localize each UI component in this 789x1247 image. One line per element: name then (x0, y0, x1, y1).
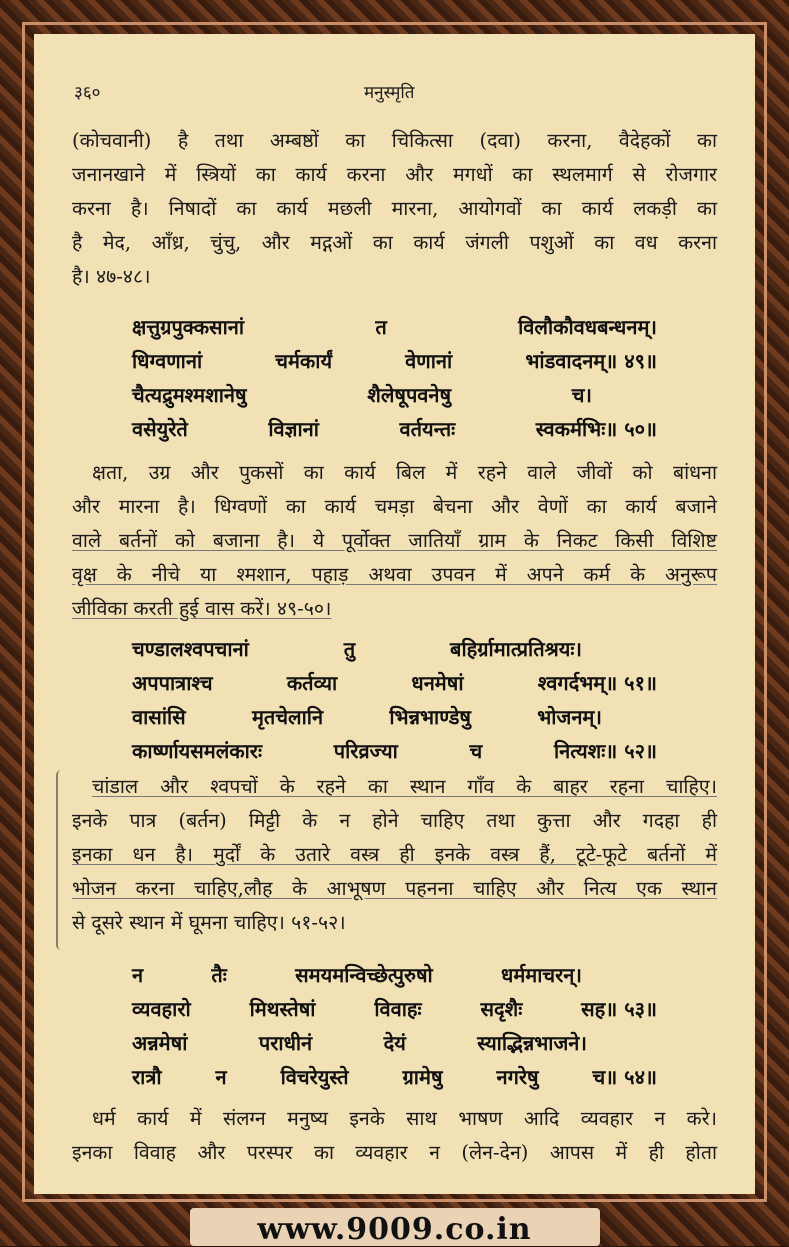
text-line: से दूसरे स्थान में घूमना चाहिए। ५१-५२। (72, 911, 346, 934)
verse-word: विलौकौवधबन्धनम्। (518, 315, 657, 339)
verse-word: नगरेषु (496, 1065, 539, 1089)
text-line: इनका धन है। मुर्दों के उतारे वस्त्र ही इनके वस्त्र हैं, टूटे-फूटे बर्तनों में (72, 843, 717, 866)
handwritten-bracket (56, 770, 66, 950)
verse-word: बहिर्ग्रामात्प्रतिश्रयः। (450, 637, 582, 661)
verse-word: अपपात्राश्च (132, 671, 213, 695)
text-line: और मारना है। धिग्वणों का कार्य चमड़ा बेचना और वेणों का कार्य बजाने (72, 495, 717, 518)
verse-word: स्वकर्मभिः॥ ५०॥ (535, 417, 657, 441)
verse-word: व्यवहारो (132, 997, 191, 1021)
verse-word: त (375, 315, 387, 339)
verse-block-2 (132, 632, 657, 768)
book-title: मनुस्मृति (364, 83, 415, 103)
text-line: करना है। निषादों का कार्य मछली मारना, आयोगवों का कार्य लकड़ी का (72, 197, 717, 220)
verse-word: न (132, 963, 144, 987)
text-line: है। ४७-४८। (72, 265, 151, 288)
verse-word: ग्रामेषु (402, 1065, 443, 1089)
verse-word: सह॥ ५३॥ (581, 997, 657, 1021)
verse-line (132, 412, 657, 446)
verse-line (132, 1060, 657, 1094)
verse-word: शैलेषूपवनेषु (367, 383, 452, 407)
verse-word: चर्मकार्यं (275, 349, 333, 373)
verse-word: तु (343, 637, 356, 661)
verse-word: स्याद्भिन्नभाजने। (477, 1031, 587, 1055)
verse-line (132, 992, 657, 1026)
verse-word: च॥ ५४॥ (592, 1065, 657, 1089)
text-line: है मेद, आँध्र, चुंचु, और मद्गओं का कार्य जंगली पशुओं का वध करना (72, 231, 717, 254)
verse-line (132, 958, 582, 992)
verse-word: कर्तव्या (286, 671, 338, 695)
verse-word: भिन्नभाण्डेषु (389, 705, 471, 729)
verse-word: धर्ममाचरन्। (501, 963, 582, 987)
verse-word: समयमन्विच्छेत्पुरुषो (295, 963, 433, 987)
verse-line (132, 344, 657, 378)
text-line: भोजन करना चाहिए,लौह के आभूषण पहनना चाहिए और नित्य एक स्थान (72, 877, 717, 900)
text-line: इनके पात्र (बर्तन) मिट्टी के न होने चाहिए तथा कुत्ता और गदहा ही (72, 809, 717, 832)
verse-line (132, 666, 657, 700)
verse-word: वासांसि (132, 705, 186, 729)
verse-word: श्वगर्दभम्॥ ५१॥ (537, 671, 657, 695)
verse-word: चैत्यद्रुमश्मशानेषु (132, 383, 247, 407)
verse-word: क्षत्तुग्रपुक्कसानां (132, 315, 245, 339)
text-line: क्षता, उग्र और पुकसों का कार्य बिल में रहने वाले जीवों को बांधना (92, 461, 717, 484)
page-header (74, 80, 714, 108)
verse-word: भोजनम्। (537, 705, 602, 729)
verse-word: वर्तयन्तः (399, 417, 456, 441)
page-number: ३६० (74, 83, 101, 103)
verse-word: वसेयुरेते (132, 417, 188, 441)
verse-word: वेणानां (405, 349, 453, 373)
verse-word: तैः (211, 963, 227, 987)
website-url[interactable]: www.9009.co.in (257, 1212, 532, 1247)
verse-line (132, 734, 657, 768)
verse-word: चण्डालश्वपचानां (132, 637, 249, 661)
verse-block-3 (132, 958, 657, 1094)
verse-line (132, 700, 602, 734)
verse-word: नित्यशः॥ ५२॥ (553, 739, 657, 763)
verse-word: रात्रौ (132, 1065, 162, 1089)
verse-line (132, 632, 582, 666)
verse-line (132, 1026, 587, 1060)
paragraph-1 (72, 124, 717, 294)
text-line: वाले बर्तनों को बजाना है। ये पूर्वोक्त जातियाँ ग्राम के निकट किसी विशिष्ट (72, 529, 717, 552)
text-line: इनका विवाह और परस्पर का व्यवहार न (लेन-देन) आपस में ही होता (72, 1141, 717, 1164)
verse-word: कार्ष्णायसमलंकारः (132, 739, 263, 763)
verse-word: मिथस्तेषां (249, 997, 316, 1021)
verse-line (132, 378, 592, 412)
verse-word: विचरेयुस्ते (280, 1065, 349, 1089)
verse-word: धनमेषां (411, 671, 464, 695)
verse-block-1 (132, 310, 657, 446)
verse-word: न (215, 1065, 227, 1089)
verse-word: देयं (383, 1031, 406, 1055)
verse-word: भांडवादनम्॥ ४९॥ (525, 349, 657, 373)
text-line: चांडाल और श्वपचों के रहने का स्थान गाँव के बाहर रहना चाहिए। (92, 775, 717, 798)
verse-word: विवाहः (374, 997, 422, 1021)
verse-word: पराधीनं (258, 1031, 313, 1055)
verse-word: परिव्रज्या (333, 739, 398, 763)
verse-word: विज्ञानां (268, 417, 319, 441)
verse-line (132, 310, 657, 344)
text-line: जनानखाने में स्त्रियों का कार्य करना और मगधों का स्थलमार्ग से रोजगार (72, 163, 717, 186)
text-line: (कोचवानी) है तथा अम्बष्ठों का चिकित्सा (दवा) करना, वैदेहकों का (72, 129, 717, 152)
verse-word: च। (571, 383, 592, 407)
text-line: जीविका करती हुई वास करें। ४९-५०। (72, 597, 332, 620)
verse-word: मृतचेलानि (251, 705, 324, 729)
paragraph-2 (72, 456, 717, 626)
verse-word: च (469, 739, 483, 763)
text-line: वृक्ष के नीचे या श्मशान, पहाड़ अथवा उपवन में अपने कर्म के अनुरूप (72, 563, 717, 586)
verse-word: धिग्वणानां (132, 349, 203, 373)
paragraph-3 (72, 770, 717, 940)
verse-word: सदृशैः (480, 997, 523, 1021)
verse-word: अन्नमेषां (132, 1031, 188, 1055)
paragraph-4 (72, 1102, 717, 1170)
text-line: धर्म कार्य में संलग्न मनुष्य इनके साथ भाषण आदि व्यवहार न करे। (92, 1107, 717, 1130)
